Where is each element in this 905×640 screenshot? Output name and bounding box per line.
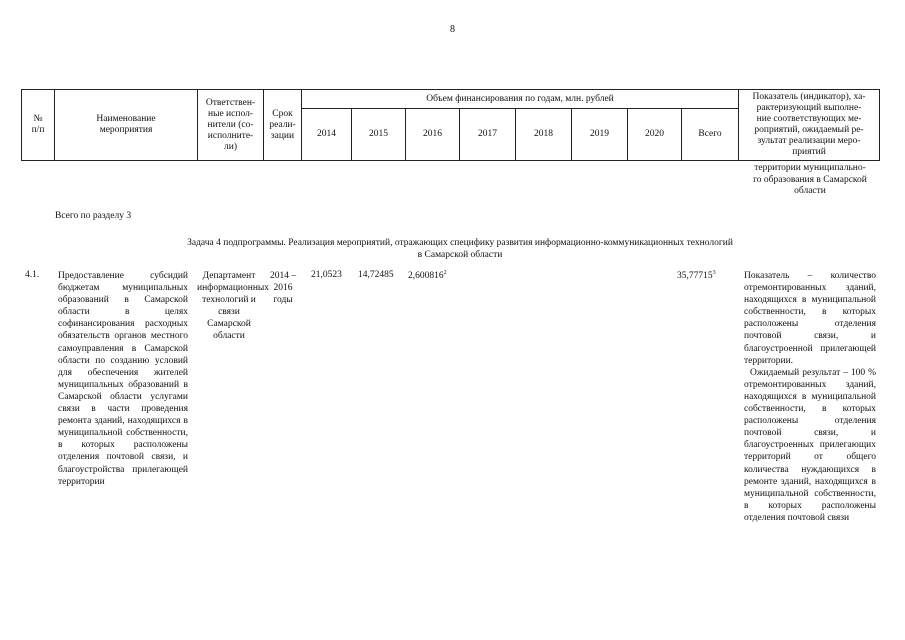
value-total-number: 35,77715 <box>677 271 713 282</box>
header-year: 2014 <box>302 109 352 161</box>
footnote-mark: 2 <box>443 270 447 276</box>
page-number: 8 <box>450 24 455 35</box>
footnote-mark: 3 <box>712 270 716 276</box>
row-indicator <box>744 270 876 524</box>
indicator-continuation: территории муниципально- го образования в Самарской области <box>753 163 867 196</box>
row-responsible: Департамент информационных технологий и связи Самарской области <box>197 271 270 342</box>
value-2015: 14,72485 <box>358 270 394 280</box>
header-year: 2020 <box>628 109 682 161</box>
header-year: 2016 <box>406 109 460 161</box>
task-heading: Задача 4 подпрограммы. Реализация мероприятий, отражающих специфику развития информационно-коммуникационных технологий в Самарской области <box>187 238 733 260</box>
header-funding-title: Объем финансирования по годам, млн. рублей <box>302 90 739 109</box>
header-year: 2015 <box>352 109 406 161</box>
section-total: Всего по разделу 3 <box>55 211 132 221</box>
row-number: 4.1. <box>25 270 40 280</box>
header-total: Всего <box>682 109 739 161</box>
value-total <box>677 270 716 281</box>
row-term: 2014 – 2016 годы <box>269 271 297 306</box>
header-term: Срок реали- зации <box>264 90 302 161</box>
header-responsible: Ответствен- ные испол- нители (со- исполните- ли) <box>198 90 264 161</box>
header-year: 2017 <box>460 109 516 161</box>
row-name: Предоставление субсидий бюджетам муниципальных образований в Самарской области в целях софинансирования расходных обязательств органов местного самоуправления в Самарской области по созданию условий для обеспечения жителей муниципальных образований в Самарской области услугами связи в части проведения ремонта зданий, находящихся в муниципальной собственности, в которых расположены отделения почтовой связи, и благоустройства прилегающей территории <box>58 271 188 487</box>
header-year: 2019 <box>572 109 628 161</box>
expected-result-text: Ожидаемый результат – 100 % отремонтированных зданий, находящихся в муниципальной собственности, в которых расположены отделения почтовой связи, и благоустроенных прилегающих территорий от общего количества нуждающихся в ремонте зданий, находящихся в муниципальной собственности, в которых расположены отделения почтовой связи <box>744 367 876 523</box>
header-table <box>21 89 880 161</box>
header-num: № п/п <box>22 90 55 161</box>
header-indicator: Показатель (индикатор), ха- рактеризующий выполне- ние соответствующих ме- роприятий, ожидаемый ре- зультат реализации меро- приятий <box>739 90 880 161</box>
indicator-text: Показатель – количество отремонтированных зданий, находящихся в муниципальной собственности, в которых расположены отделения почтовой связи, и благоустроенной прилегающей территории. <box>744 271 876 366</box>
value-2014: 21,0523 <box>311 270 342 280</box>
value-2016-number: 2,600816 <box>408 271 444 282</box>
header-name: Наименование мероприятия <box>55 90 198 161</box>
header-year: 2018 <box>516 109 572 161</box>
value-2016 <box>408 270 447 281</box>
